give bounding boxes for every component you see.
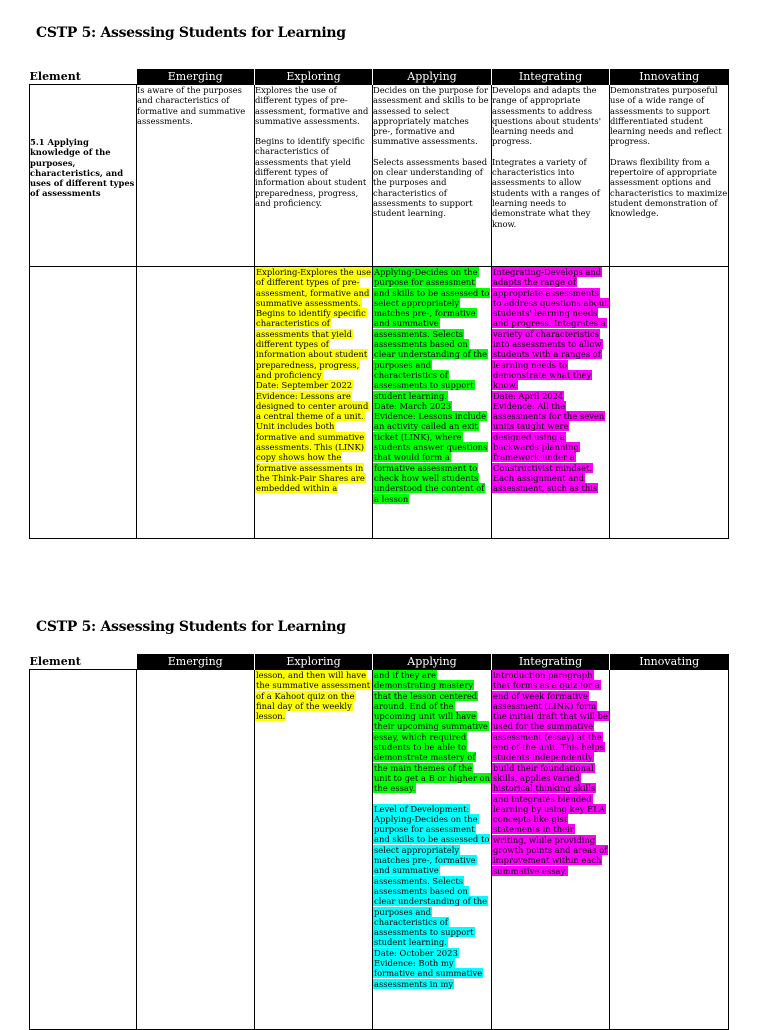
page-title: CSTP 5: Assessing Students for Learning	[36, 25, 346, 41]
evidence-innovating-cell	[610, 670, 729, 1030]
innovating-description-2: Draws flexibility from a repertoire of appropriate assessment options and characteristics to maximize student demonstration of knowledge.	[610, 156, 728, 219]
emerging-description: Is aware of the purposes and characteristics of formative and summative assessments.	[137, 85, 246, 126]
rubric-table	[29, 69, 729, 539]
innovating-header: Innovating	[610, 69, 729, 85]
innovating-description: Demonstrates purposeful use of a wide range of assessments to support differentiated student learning needs and reflect progress.	[610, 85, 722, 147]
element-header: Element	[30, 69, 137, 85]
exploring-evidence: lesson, and then will have the summative assessment of a Kahoot quiz on the final day of the weekly lesson.	[256, 670, 371, 722]
applying-header: Applying	[373, 69, 492, 85]
innovating-cell	[610, 85, 729, 267]
element-cell	[30, 85, 137, 267]
evidence-applying-cell	[373, 267, 492, 539]
integrating-cell	[492, 85, 610, 267]
evidence-integrating-cell	[492, 267, 610, 539]
exploring-evidence: Exploring-Explores the use of different types of pre-assessment, formative and summative assessments. Begins to identify specific characteristics of assessments that yield different types of information about student preparedness, progress, and proficiency Date: September 2022 Evidence: Lessons are designed to center around a central theme of a unit. Unit includes both formative and summative assessments. This (LINK) copy shows how the formative assessments in the Think-Pair Shares are embedded within a	[256, 267, 372, 494]
rubric-table-2	[29, 654, 729, 1030]
integrating-description: Develops and adapts the range of appropriate assessments to address questions about students' learning needs and progress.	[492, 85, 602, 147]
exploring-description: Explores the use of different types of pre-assessment, formative and summative assessments.	[255, 85, 369, 126]
evidence-element-cell	[30, 670, 137, 1030]
applying-header: Applying	[373, 654, 492, 670]
innovating-header: Innovating	[610, 654, 729, 670]
applying-evidence: Applying-Decides on the purpose for assessment and skills to be assessed to select appropriately matches pre-, formative and summative assessments. Selects assessments based on clear understanding of the purposes and characteristics of assessments to support student learning. Date: March 2023 Evidence: Lessons include an activity called an exit ticket (LINK), where students answer questions that would form a formative assessment to check how well students understood the content of a lesson	[374, 267, 490, 504]
evidence-exploring-cell	[255, 267, 373, 539]
evidence-emerging-cell	[137, 267, 255, 539]
integrating-evidence: Integrating-Develops and adapts the range of appropriate assessments to address questions about students' learning needs and progress. Integrates a variety of characteristics into assessments to allow students with a ranges of learning needs to demonstrate what they know. Date: April 2024 Evidence: All the assessments for the seven units taught were designed using a backwards planning framework under a Constructivist mindset. Each assignment and assessment, such as this	[493, 267, 608, 494]
exploring-header: Exploring	[255, 654, 373, 670]
element-header: Element	[30, 654, 137, 670]
evidence-element-cell	[30, 267, 137, 539]
element-label: 5.1 Applying knowledge of the purposes, characteristics, and uses of different types of assessments	[30, 137, 135, 199]
evidence-integrating-cell	[492, 670, 610, 1030]
applying-cell	[373, 85, 492, 267]
page-title-2: CSTP 5: Assessing Students for Learning	[36, 619, 346, 635]
integrating-evidence: introduction paragraph that forms as a quiz for a end of week formative assessment (LINK) form the initial draft that will be used for the summative assessment (essay) at the end of the unit. This helps students independently build their foundational skills, applies varied historical thinking skills and integrates blended learning by using key ELA concepts like gist statements in their writing, while providing growth points and areas of improvement within each summative essay.	[493, 670, 608, 876]
emerging-header: Emerging	[137, 69, 255, 85]
emerging-header: Emerging	[137, 654, 255, 670]
integrating-header: Integrating	[492, 69, 610, 85]
exploring-cell	[255, 85, 373, 267]
evidence-exploring-cell	[255, 670, 373, 1030]
evidence-innovating-cell	[610, 267, 729, 539]
evidence-applying-cell	[373, 670, 492, 1030]
evidence-emerging-cell	[137, 670, 255, 1030]
exploring-description-2: Begins to identify specific characteristics of assessments that yield different types of information about student preparedness, progress, and proficiency.	[255, 136, 367, 208]
emerging-cell	[137, 85, 255, 267]
applying-evidence: and if they are demonstrating mastery that the lesson centered around. End of the upcoming unit will have their upcoming summative essay, which required students to be able to demonstrate mastery of the main themes of the unit to get a B or higher on the essay.	[374, 670, 490, 794]
exploring-header: Exploring	[255, 69, 373, 85]
applying-description: Decides on the purpose for assessment and skills to be assessed to select appropriately matches pre-, formative and summative assessments.	[373, 85, 489, 147]
applying-level-evidence: Level of Development: Applying-Decides on the purpose for assessment and skills to be assessed to select appropriately matches pre-, formative and summative assessments. Selects assessments based on clear understanding of the purposes and characteristics of assessments to support student learning. Date: October 2023 Evidence: Both my formative and summative assessments in my	[374, 803, 490, 989]
applying-description-2: Selects assessments based on clear understanding of the purposes and characteristics of assessments to support student learning.	[373, 156, 488, 219]
integrating-description-2: Integrates a variety of characteristics into assessments to allow students with a ranges of learning needs to demonstrate what they know.	[492, 156, 600, 229]
integrating-header: Integrating	[492, 654, 610, 670]
